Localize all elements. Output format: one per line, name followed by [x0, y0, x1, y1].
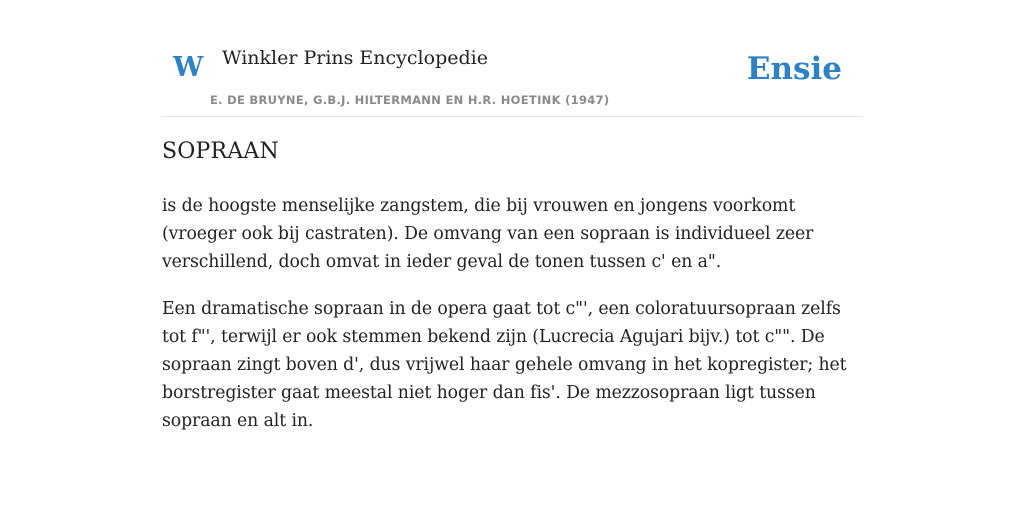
- source-title-link[interactable]: Winkler Prins Encyclopedie: [222, 47, 488, 69]
- ensie-brand-logo[interactable]: Ensie: [746, 51, 842, 87]
- source-authors: E. DE BRUYNE, G.B.J. HILTERMANN EN H.R. HOETINK (1947): [210, 93, 610, 107]
- entry-content: [162, 138, 868, 454]
- source-logo[interactable]: W: [173, 52, 204, 83]
- entry-title: SOPRAAN: [162, 139, 279, 164]
- entry-paragraph-2: Een dramatische sopraan in de opera gaat tot c"', een coloratuursopraan zelfs tot f"', terwijl er ook stemmen bekend zijn (Lucrecia Agujari bijv.) tot c"". De sopraan zingt boven d', dus vrijwel haar gehele omvang in het kopregister; het borstregister gaat meestal niet hoger dan fis'. De mezzosopraan ligt tussen sopraan en alt in.: [162, 298, 847, 431]
- source-header: [162, 40, 862, 117]
- entry-paragraph-1: is de hoogste menselijke zangstem, die bij vrouwen en jongens voorkomt (vroeger ook bij castraten). De omvang van een sopraan is individueel zeer verschillend, doch omvat in ieder geval de tonen tussen c' en a".: [162, 195, 814, 272]
